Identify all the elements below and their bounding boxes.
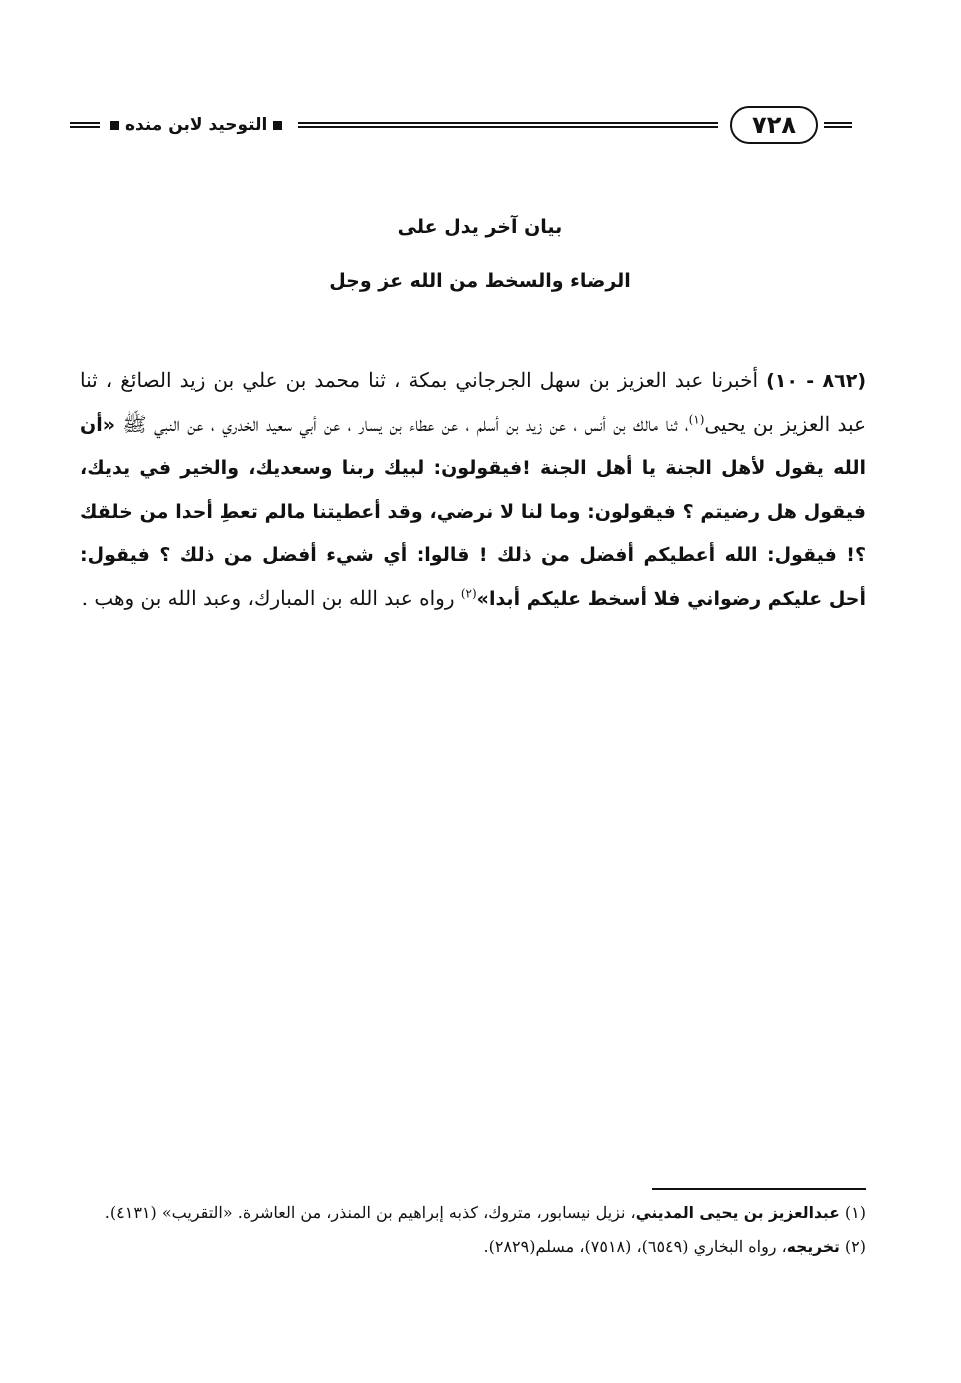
footnote-2 <box>80 1230 866 1264</box>
footnote-2-text: ، رواه البخاري (٦٥٤٩)، (٧٥١٨)، مسلم(٢٨٢٩). <box>483 1237 787 1256</box>
footnote-2-marker: (٢) <box>844 1237 866 1256</box>
hadith-matn: «أن الله يقول لأهل الجنة يا أهل الجنة !فيقولون: لبيك ربنا وسعديك، والخير في يديك، فيقول هل رضيتم ؟ فيقولون: وما لنا لا نرضي، وقد أعطيتنا مالم تعطِ أحدا من خلقك ؟! فيقول: الله أعطيكم أفضل من ذلك ! قالوا: أي شيء أفضل من ذلك ؟ فيقول: أحل عليكم رضواني فلا أسخط عليكم أبدا» <box>80 413 866 610</box>
footnotes <box>80 1196 866 1264</box>
footnote-1-marker: (١) <box>844 1203 866 1222</box>
footnote-separator <box>652 1188 866 1190</box>
footnote-1-bold: عبدالعزيز بن يحيى المديني <box>635 1204 840 1222</box>
book-title: التوحيد لابن منده <box>125 115 268 135</box>
hadith-isnad: أخبرنا عبد العزيز بن سهل الجرجاني بمكة ، ثنا محمد بن علي بن زيد الصائغ ، ثنا عبد العزيز بن يحيى <box>80 368 866 436</box>
chapter-heading-line-1: بيان آخر يدل على <box>397 216 563 238</box>
footnote-1-text: ، نزيل نيسابور، متروك، كذبه إبراهيم بن المنذر، من العاشرة. «التقريب» (٤١٣١). <box>104 1203 636 1222</box>
square-bullet-icon <box>110 121 119 130</box>
header-rule-middle <box>298 122 718 128</box>
running-header <box>70 104 852 146</box>
header-rule-left <box>70 122 100 128</box>
hadith-isnad-continued: ، ثنا مالك بن أنس ، عن زيد بن أسلم ، عن عطاء بن يسار ، عن أبي سعيد الخدري ، عن النبي ﷺ <box>115 411 689 436</box>
page-number: ٧٢٨ <box>730 106 818 144</box>
hadith-paragraph <box>80 359 866 621</box>
footnote-marker-2: (٢) <box>460 586 477 601</box>
footnote-marker-1: (١) <box>688 411 705 426</box>
footnote-2-bold: تخريجه <box>786 1238 840 1256</box>
hadith-closing: رواه عبد الله بن المبارك، وعبد الله بن وهب . <box>81 585 461 610</box>
square-bullet-icon <box>273 121 282 130</box>
hadith-number: (٨٦٢ - ١٠) <box>766 370 866 392</box>
chapter-heading <box>200 200 760 308</box>
chapter-heading-line-2: الرضاء والسخط من الله عز وجل <box>329 270 631 292</box>
book-title-block <box>104 110 288 140</box>
footnote-1 <box>80 1196 866 1230</box>
header-rule-right <box>824 122 852 128</box>
